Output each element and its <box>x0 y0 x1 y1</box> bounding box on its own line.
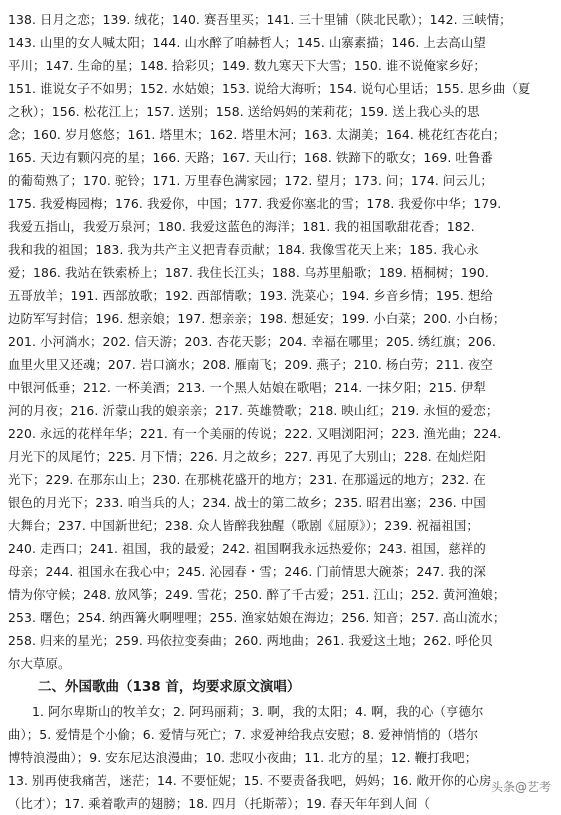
text-line: 165. 天边有颗闪亮的星；166. 天路；167. 天山行；168. 铁蹄下的歌女；169. 吐鲁番 <box>8 150 493 165</box>
text-line: 爱；186. 我站在铁索桥上；187. 我住长江头；188. 乌苏里船歌；189. 梧桐树；190. <box>8 265 489 280</box>
text-line: 大舞台；237. 中国新世纪；238. 众人皆醉我独醒（歌剧《屈原》）；239. 祝福祖国； <box>8 518 479 533</box>
text-line: （比才）；17. 乘着歌声的翅膀；18. 四月（托斯蒂）；19. 春天年年到人间（ <box>8 796 430 811</box>
text-line: 母亲；244. 祖国永在我心中；245. 沁园春・雪；246. 门前情思大碗茶；247. 我的深 <box>8 564 486 579</box>
text-line: 220. 永远的花样年华；221. 有一个美丽的传说；222. 又唱浏阳河；223. 渔光曲；224. <box>8 426 502 441</box>
text-line: 念；160. 岁月悠悠；161. 塔里木；162. 塔里木河；163. 太湖美；164. 桃花红杏花白； <box>8 127 506 142</box>
text-line: 143. 山里的女人喊太阳；144. 山水醉了咱赫哲人；145. 山寨素描；146. 上去高山望 <box>8 35 486 50</box>
text-line: 201. 小河淌水；202. 信天游；203. 杏花天影；204. 幸福在哪里；205. 绣红旗；206. <box>8 334 496 349</box>
text-line: 的葡萄熟了；170. 驼铃；171. 万里春色满家园；172. 望月；173. 问；174. 问云儿； <box>8 173 493 188</box>
text-line: 1. 阿尔卑斯山的牧羊女；2. 阿玛丽莉；3. 啊，我的太阳；4. 啊，我的心（亨德尔 <box>32 704 484 719</box>
text-line: 253. 曙色；254. 纳西篝火啊哩哩；255. 渔家姑娘在海边；256. 知音；257. 高山流水； <box>8 610 506 625</box>
text-line: 情为你守候；248. 放风筝；249. 雪花；250. 醉了千古爱；251. 江山；252. 黄河渔娘； <box>8 587 506 602</box>
section-heading: 二、外国歌曲（138 首，均要求原文演唱） <box>38 679 301 695</box>
text-line: 光下；229. 在那东山上；230. 在那桃花盛开的地方；231. 在那遥远的地方；232. 在 <box>8 472 486 487</box>
text-line: 240. 走西口；241. 祖国，我的最爱；242. 祖国啊我永远热爱你；243. 祖国，慈祥的 <box>8 541 486 556</box>
text-line: 博特浪漫曲）；9. 安东尼达浪漫曲；10. 悲叹小夜曲；11. 北方的星；12. 鞭打我吧； <box>8 750 478 765</box>
text-line: 河的月夜；216. 沂蒙山我的娘亲亲；217. 英雄赞歌；218. 映山红；219. 永恒的爱恋； <box>8 403 499 418</box>
text-line: 血里火里又还魂；207. 岩口滴水；208. 雁南飞；209. 燕子；210. 杨白劳；211. 夜空 <box>8 357 493 372</box>
foreign-song-list <box>8 700 553 815</box>
text-line: 151. 谁说女子不如男；152. 水姑娘；153. 说给大海听；154. 说句心里话；155. 思乡曲（夏 <box>8 81 531 96</box>
text-line: 我爱五指山，我爱万泉河；180. 我爱这蓝色的海洋；181. 我的祖国歌甜花香；182. <box>8 219 475 234</box>
text-line: 258. 归来的星光；259. 玛依拉变奏曲；260. 两地曲；261. 我爱这土地；262. 呼伦贝 <box>8 633 493 648</box>
text-line: 月光下的凤尾竹；225. 月下情；226. 月之故乡；227. 再见了大别山；228. 在灿烂阳 <box>8 449 486 464</box>
text-line: 之秋）；156. 松花江上；157. 送别；158. 送给妈妈的茉莉花；159. 送上我心头的思 <box>8 104 480 119</box>
text-line: 138. 日月之恋；139. 绒花；140. 赛吾里买；141. 三十里铺（陕北民歌）；142. 三峡情； <box>8 12 512 27</box>
text-line: 我和我的祖国；183. 我为共产主义把青春贡献；184. 我像雪花天上来；185. 我心永 <box>8 242 479 257</box>
text-line: 13. 别再使我痛苦，迷茫；14. 不要怔妮；15. 不要责备我吧，妈妈；16. 敞开你的心房 <box>8 773 492 788</box>
text-line: 五哥放羊；191. 西部放歌；192. 西部情歌；193. 洗菜心；194. 乡音乡情；195. 想给 <box>8 288 493 303</box>
text-line: 尔大草原。 <box>8 656 71 671</box>
text-line: 银色的月光下；233. 咱当兵的人；234. 战士的第二故乡；235. 昭君出塞；236. 中国 <box>8 495 486 510</box>
watermark: 头条@艺考 <box>490 780 551 794</box>
text-line: 平川；147. 生命的星；148. 拾彩贝；149. 数九寒天下大雪；150. 谁不说俺家乡好； <box>8 58 486 73</box>
text-line: 边防军写封信；196. 想亲娘；197. 想亲亲；198. 想延安；199. 小白菜；200. 小白杨； <box>8 311 506 326</box>
text-line: 曲）；5. 爱情是个小偷；6. 爱情与死亡；7. 求爱神给我点安慰；8. 爱神悄悄的（塔尔 <box>8 727 479 742</box>
text-line: 175. 我爱梅园梅；176. 我爱你，中国；177. 我爱你塞北的雪；178. 我爱你中华；179. <box>8 196 502 211</box>
text-line: 中银河低垂；212. 一杯美酒；213. 一个黑人姑娘在歌唱；214. 一抹夕阳；215. 伊犁 <box>8 380 486 395</box>
domestic-song-list <box>8 8 553 675</box>
